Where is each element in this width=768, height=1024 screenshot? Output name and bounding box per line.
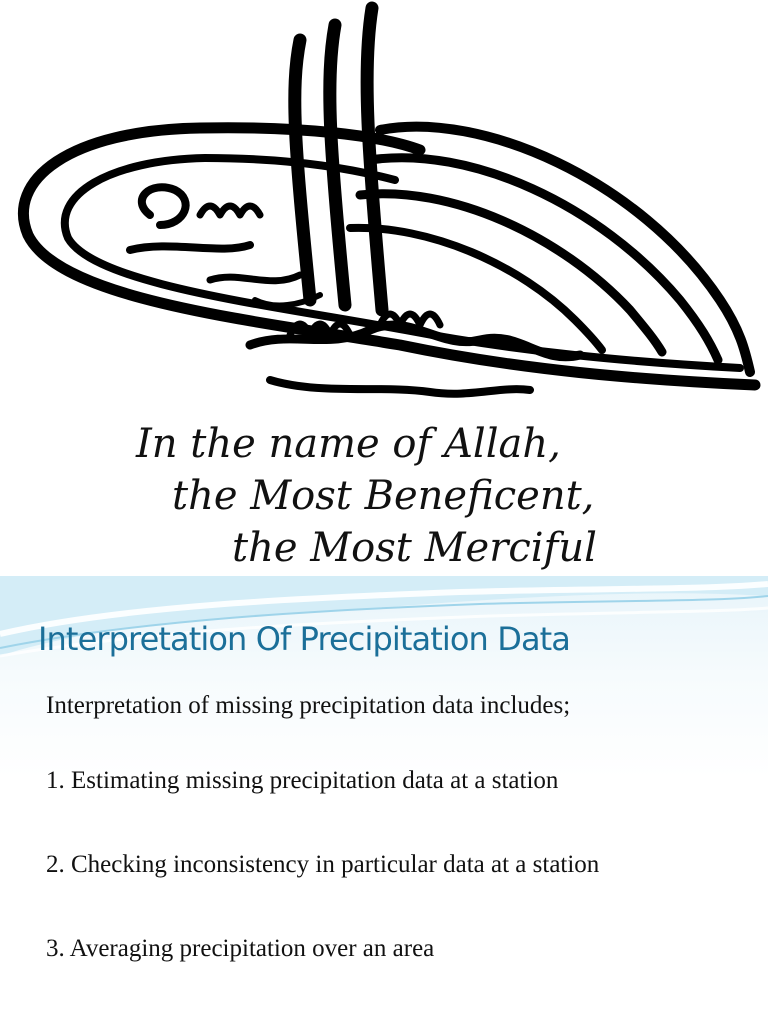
intro-text: Interpretation of missing precipitation data includes; — [46, 692, 571, 719]
translation-line-2: the Most Beneficent, — [172, 473, 595, 519]
translation-line-1: In the name of Allah, — [136, 421, 561, 467]
bismillah-calligraphy — [0, 0, 768, 410]
bismillah-translation — [0, 418, 768, 571]
list-item-3: 3. Averaging precipitation over an area — [46, 935, 435, 962]
slide-precipitation — [0, 576, 768, 1024]
translation-line-3: the Most Merciful — [232, 525, 597, 571]
list-item-2: 2. Checking inconsistency in particular data at a station — [46, 851, 600, 878]
list-item-1: 1. Estimating missing precipitation data at a station — [46, 767, 559, 794]
slide-title: Interpretation Of Precipitation Data — [38, 620, 571, 658]
